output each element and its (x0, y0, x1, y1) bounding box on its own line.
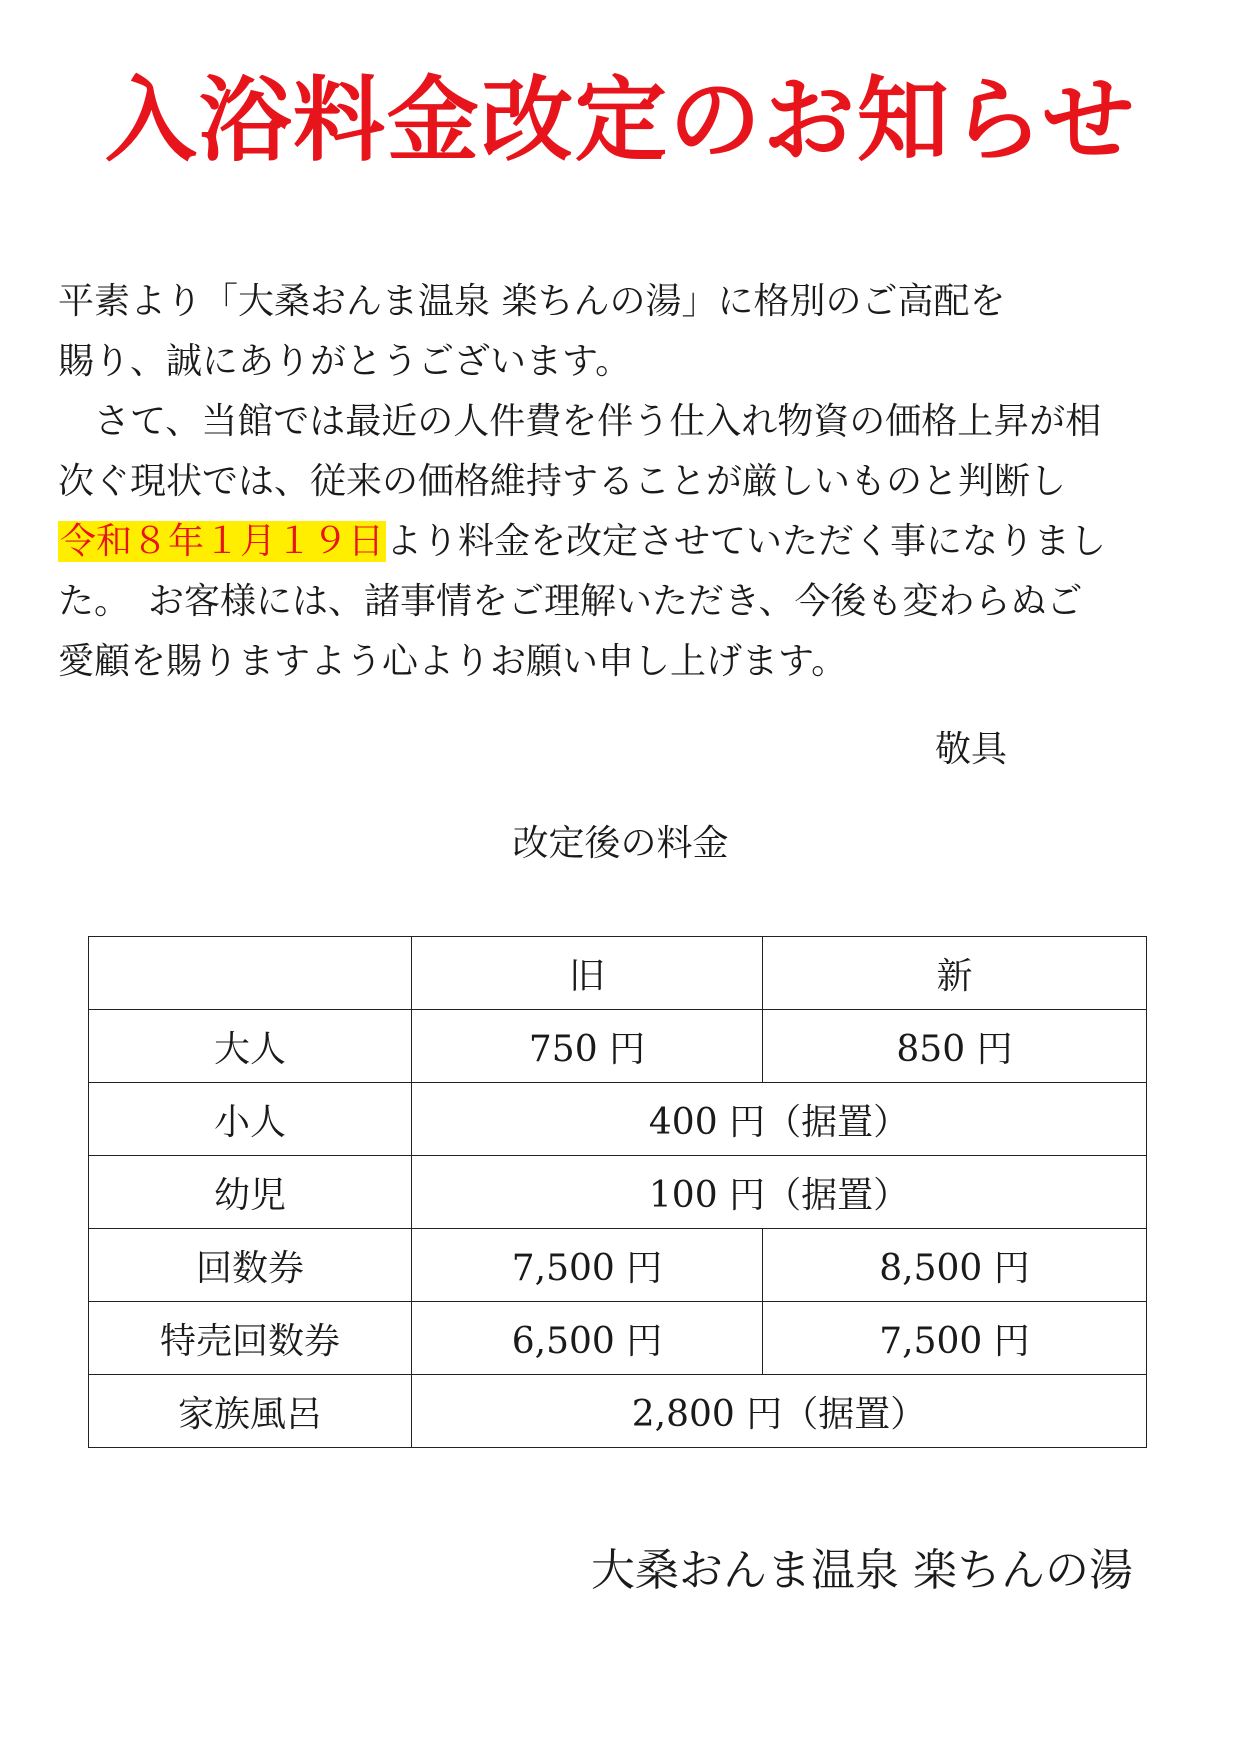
closing-phrase: 敬具 (935, 729, 1008, 770)
body-line-5-rest: より料金を改定させていただく事になりまし (386, 521, 1107, 562)
row-label: 回数券 (89, 1229, 412, 1302)
header-blank-cell (89, 937, 412, 1010)
table-row (89, 1156, 1147, 1229)
row-label: 幼児 (89, 1156, 412, 1229)
table-row (89, 1229, 1147, 1302)
table-row (89, 1083, 1147, 1156)
old-price: 7,500 円 (412, 1229, 763, 1302)
effective-date-highlight: 令和８年１月１９日 (60, 521, 385, 562)
body-line-5 (58, 512, 1178, 572)
table-row (89, 1375, 1147, 1448)
new-price: 7,500 円 (763, 1302, 1147, 1375)
page-title: 入浴料金改定のお知らせ (104, 67, 1137, 174)
body-line-3: さて、当館では最近の人件費を伴う仕入れ物資の価格上昇が相 (58, 401, 1102, 442)
old-price: 750 円 (412, 1010, 763, 1083)
row-label: 大人 (89, 1010, 412, 1083)
new-price: 850 円 (763, 1010, 1147, 1083)
fee-section-title: 改定後の料金 (512, 823, 729, 864)
body-line-1: 平素より「大桑おんま温泉 楽ちんの湯」に格別のご高配を (58, 281, 1006, 322)
body-line-4: 次ぐ現状では、従来の価格維持することが厳しいものと判断し (58, 461, 1067, 502)
row-label: 家族風呂 (89, 1375, 412, 1448)
body-line-2: 賜り、誠にありがとうございます。 (58, 341, 632, 382)
table-row (89, 1010, 1147, 1083)
fee-table-header-row (89, 937, 1147, 1010)
new-price: 8,500 円 (763, 1229, 1147, 1302)
notice-body (58, 272, 1178, 692)
row-label: 小人 (89, 1083, 412, 1156)
facility-signature: 大桑おんま温泉 楽ちんの湯 (591, 1545, 1133, 1596)
unchanged-price: 400 円（据置） (412, 1083, 1147, 1156)
table-row (89, 1302, 1147, 1375)
unchanged-price: 100 円（据置） (412, 1156, 1147, 1229)
body-line-7: 愛顧を賜りますよう心よりお願い申し上げます。 (58, 641, 848, 682)
fee-table (88, 936, 1147, 1448)
body-line-6: た。 お客様には、諸事情をご理解いただき、今後も変わらぬご (58, 581, 1083, 622)
row-label: 特売回数券 (89, 1302, 412, 1375)
header-old-cell: 旧 (412, 937, 763, 1010)
old-price: 6,500 円 (412, 1302, 763, 1375)
unchanged-price: 2,800 円（据置） (412, 1375, 1147, 1448)
header-new-cell: 新 (763, 937, 1147, 1010)
